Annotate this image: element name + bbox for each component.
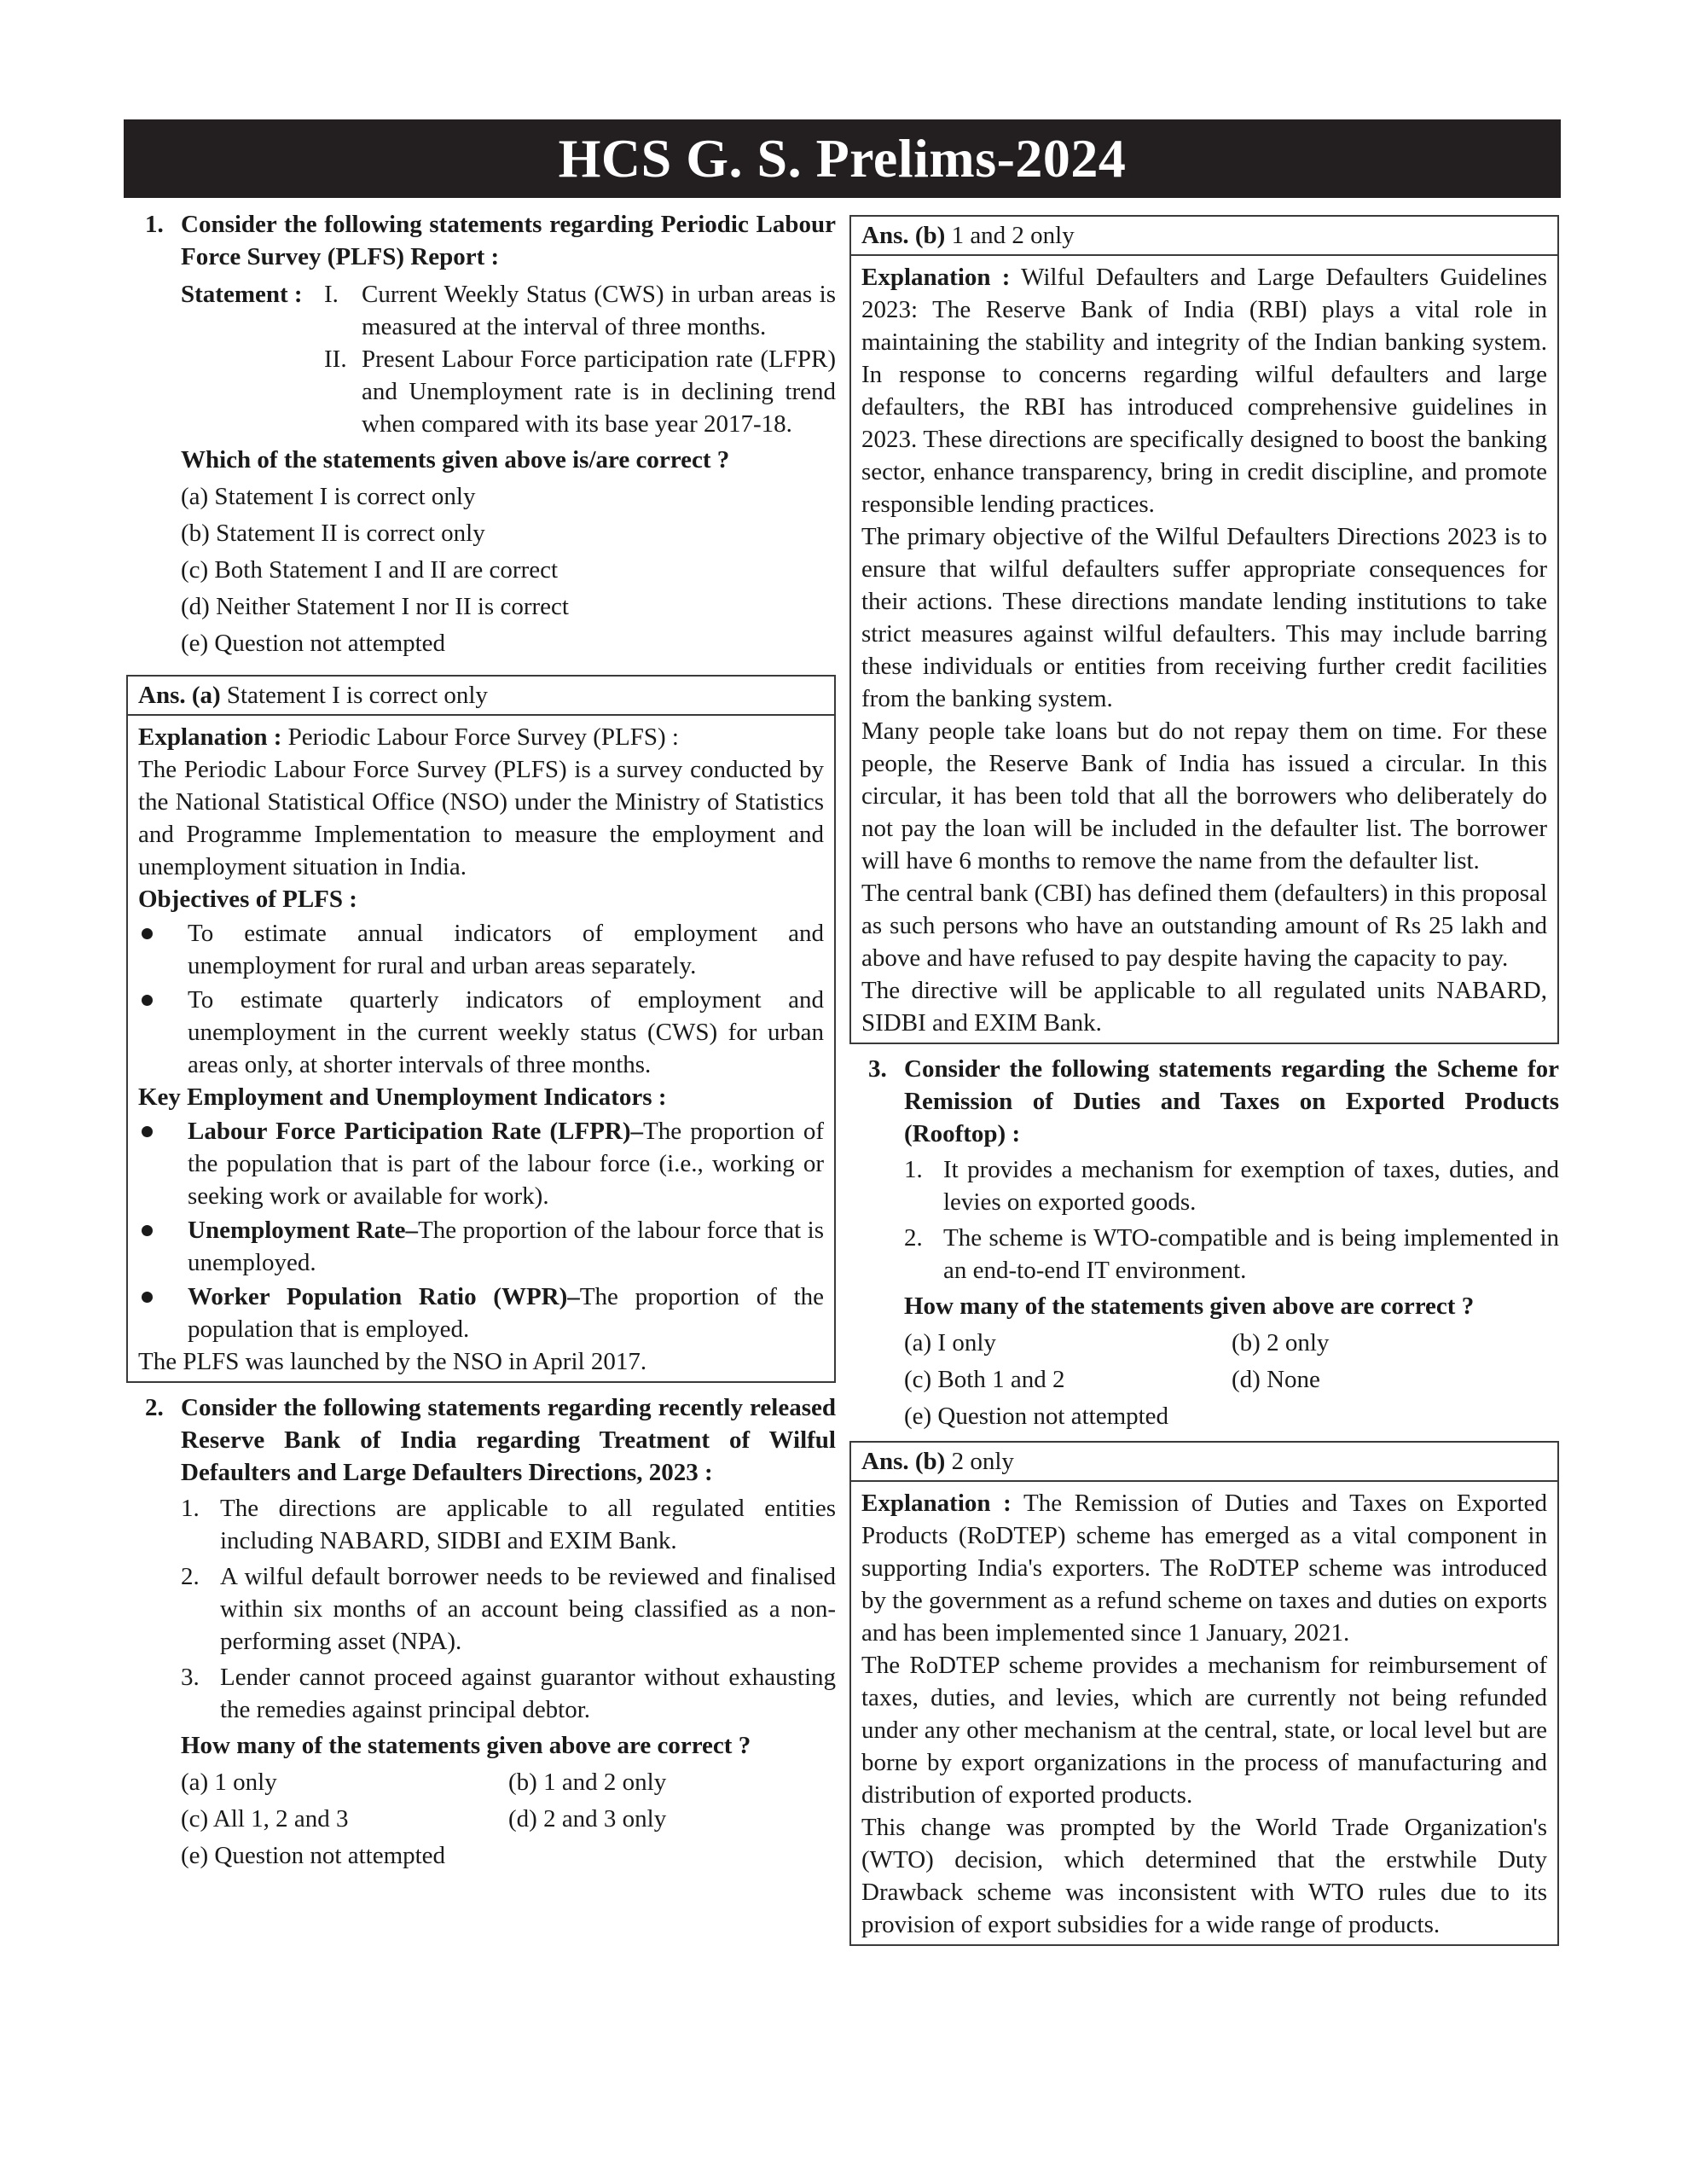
bullet-item [138, 917, 824, 982]
answer-label: Ans. (a) [138, 682, 221, 709]
q2-option-e: (e) Question not attempted [181, 1842, 446, 1869]
q1-option-e: (e) Question not attempted [181, 630, 446, 657]
q3-statement [849, 1153, 1559, 1218]
q2-statement [126, 1661, 836, 1726]
q3-option-c: (c) Both 1 and 2 [904, 1366, 1065, 1393]
q2-option-c: (c) All 1, 2 and 3 [181, 1805, 349, 1833]
statement-number: 1. [181, 1495, 200, 1522]
q2-ask: How many of the statements given above are correct ? [181, 1732, 751, 1759]
statement-number: 3. [181, 1664, 200, 1691]
q1-explanation [128, 716, 834, 1381]
explanation-label: Explanation : [861, 264, 1011, 291]
q2-option-b: (b) 1 and 2 only [508, 1769, 667, 1796]
question-1 [126, 208, 836, 273]
statement-number: II. [324, 346, 347, 373]
bullet-text [188, 1115, 824, 1212]
q3-ask: How many of the statements given above are correct ? [904, 1292, 1475, 1320]
explanation-paragraph: The directive will be applicable to all regulated units NABARD, SIDBI and EXIM Bank. [861, 977, 1547, 1037]
explanation-title: Periodic Labour Force Survey (PLFS) : [287, 723, 679, 751]
bullet-text: To estimate quarterly indicators of employment and unemployment in the current weekly status (CWS) for urban areas only, at shorter intervals of three months. [188, 986, 824, 1078]
bullet-icon [138, 1281, 188, 1345]
q2-statement [126, 1492, 836, 1557]
page-title: HCS G. S. Prelims-2024 [558, 128, 1127, 189]
q3-options-row [849, 1327, 1559, 1359]
answer-text: 1 and 2 only [951, 222, 1075, 249]
question-2-text: Consider the following statements regarding recently released Reserve Bank of India regarding Treatment of Wilful Defaulters and Large Defaulters Directions, 2023 : [181, 1394, 836, 1486]
bullet-icon [138, 1115, 188, 1212]
explanation-paragraph: The primary objective of the Wilful Defaulters Directions 2023 is to ensure that wilful defaulters suffer appropriate consequences for their actions. These directions mandate lending institutions to take strict measures against wilful defaulters. This may include barring these individuals or entities from receiving further credit facilities from the banking system. [861, 523, 1547, 712]
q3-options-row [849, 1363, 1559, 1396]
page-title-banner [124, 119, 1561, 198]
bullet-icon [138, 1214, 188, 1279]
q1-answer [128, 677, 834, 716]
explanation-label: Explanation : [861, 1490, 1012, 1517]
q1-ask: Which of the statements given above is/are correct ? [181, 446, 730, 473]
q3-option-b: (b) 2 only [1232, 1329, 1330, 1356]
statement-label: Statement : [181, 281, 303, 308]
bullet-desc: The proportion of the population that is part of the labour force (i.e., working or seeking work or available for work). [188, 1118, 825, 1210]
statement-text: The directions are applicable to all regulated entities including NABARD, SIDBI and EXIM Bank. [220, 1495, 836, 1554]
bullet-item [138, 1281, 824, 1345]
bullet-item [138, 1115, 824, 1212]
question-2 [126, 1391, 836, 1489]
bullet-desc: The proportion of the population that is employed. [188, 1283, 824, 1343]
explanation-paragraph: The central bank (CBI) has defined them (defaulters) in this proposal as such persons who have an outstanding amount of Rs 25 lakh and above and have refused to pay despite having the capacity to pay. [861, 880, 1547, 972]
question-3-text: Consider the following statements regarding the Scheme for Remission of Duties and Taxes on Exported Products (Rooftop) : [904, 1055, 1559, 1147]
bullet-term: Worker Population Ratio (WPR)– [188, 1283, 580, 1310]
explanation-paragraph: Many people take loans but do not repay them on time. For these people, the Reserve Bank of India has issued a circular. In this circular, it has been told that all the borrowers who deliberately do not pay the loan will be included in the defaulter list. The borrower will have 6 months to remove the name from the defaulter list. [861, 717, 1547, 874]
q2-option-d: (d) 2 and 3 only [508, 1805, 667, 1833]
q2-answer-box [849, 215, 1559, 1044]
q3-statement [849, 1222, 1559, 1287]
objectives-heading: Objectives of PLFS : [138, 886, 357, 913]
explanation-paragraph: The RoDTEP scheme provides a mechanism for reimbursement of taxes, duties, and levies, which are currently not being refunded under any other mechanism at the central, state, or local level but are borne by export organizations in the process of manufacturing and distribution of exported products. [861, 1652, 1547, 1809]
statement-number: I. [324, 281, 339, 308]
question-1-text: Consider the following statements regarding Periodic Labour Force Survey (PLFS) Report : [181, 211, 836, 270]
closing-text: The PLFS was launched by the NSO in April 2017. [138, 1348, 647, 1375]
q1-option-c: (c) Both Statement I and II are correct [181, 556, 559, 584]
answer-text: 2 only [951, 1448, 1014, 1475]
explanation-paragraph [861, 261, 1547, 520]
bullet-icon [138, 917, 188, 982]
q1-statement-2 [126, 343, 836, 440]
q3-option-e: (e) Question not attempted [904, 1403, 1169, 1430]
statement-text: Present Labour Force participation rate (LFPR) and Unemployment rate is in declining trend when compared with its base year 2017-18. [362, 346, 836, 438]
bullet-text [188, 1214, 824, 1279]
statement-text: Lender cannot proceed against guarantor without exhausting the remedies against principal debtor. [220, 1664, 836, 1723]
q2-option-a: (a) 1 only [181, 1769, 277, 1796]
statement-text: A wilful default borrower needs to be reviewed and finalised within six months of an account being classified as a non-performing asset (NPA). [220, 1563, 836, 1655]
q3-answer [851, 1443, 1557, 1482]
q2-options-row [126, 1766, 836, 1798]
answer-label: Ans. (b) [861, 1448, 946, 1475]
bullet-desc: The proportion of the labour force that is unemployed. [188, 1217, 824, 1276]
statement-text: Current Weekly Status (CWS) in urban areas is measured at the interval of three months. [362, 281, 836, 340]
right-column [849, 215, 1559, 1946]
explanation-paragraph: This change was prompted by the World Trade Organization's (WTO) decision, which determined that the erstwhile Duty Drawback scheme was inconsistent with WTO rules due to its provision of export subsidies for a wide range of products. [861, 1814, 1547, 1938]
statement-number: 1. [904, 1156, 923, 1183]
answer-label: Ans. (b) [861, 222, 946, 249]
q2-statement [126, 1560, 836, 1658]
indicators-heading: Key Employment and Unemployment Indicators : [138, 1083, 667, 1111]
statement-number: 2. [181, 1563, 200, 1590]
q2-explanation [851, 256, 1557, 1043]
q2-answer [851, 217, 1557, 256]
question-3-number: 3. [868, 1055, 887, 1083]
explanation-text: Wilful Defaulters and Large Defaulters Guidelines 2023: The Reserve Bank of India (RBI) plays a vital role in maintaining the stability and integrity of the Indian banking system. In response to concerns regarding wilful defaulters and large defaulters, the RBI has introduced comprehensive guidelines in 2023. These directions are specifically designed to boost the banking sector, enhance transparency, bring in credit discipline, and promote responsible lending practices. [861, 264, 1547, 518]
bullet-term: Unemployment Rate– [188, 1217, 419, 1244]
q3-option-a: (a) I only [904, 1329, 996, 1356]
question-2-number: 2. [145, 1394, 164, 1421]
q1-option-a: (a) Statement I is correct only [181, 483, 476, 510]
bullet-item [138, 1214, 824, 1279]
statement-text: The scheme is WTO-compatible and is being implemented in an end-to-end IT environment. [943, 1224, 1559, 1284]
bullet-term: Labour Force Participation Rate (LFPR)– [188, 1118, 644, 1145]
q1-statement-1 [126, 278, 836, 343]
q3-explanation [851, 1482, 1557, 1944]
q1-answer-box [126, 675, 836, 1383]
q1-option-d: (d) Neither Statement I nor II is correct [181, 593, 569, 620]
explanation-paragraph [861, 1487, 1547, 1649]
bullet-item [138, 984, 824, 1081]
answer-text: Statement I is correct only [226, 682, 488, 709]
q3-option-d: (d) None [1232, 1366, 1320, 1393]
explanation-paragraph: The Periodic Labour Force Survey (PLFS) is a survey conducted by the National Statistical Office (NSO) under the Ministry of Statistics and Programme Implementation to measure the employment and unemployment situation in India. [138, 756, 824, 880]
question-3 [849, 1053, 1559, 1150]
left-column [126, 208, 836, 1872]
explanation-label: Explanation : [138, 723, 282, 751]
q2-options-row [126, 1803, 836, 1835]
q1-option-b: (b) Statement II is correct only [181, 520, 485, 547]
statement-number: 2. [904, 1224, 923, 1252]
question-1-number: 1. [145, 211, 164, 238]
bullet-text: To estimate annual indicators of employment and unemployment for rural and urban areas separately. [188, 920, 824, 979]
explanation-text: The Remission of Duties and Taxes on Exported Products (RoDTEP) scheme has emerged as a vital component in supporting India's exporters. The RoDTEP scheme was introduced by the government as a refund scheme on taxes and duties on exports and has been implemented since 1 January, 2021. [861, 1490, 1547, 1647]
bullet-text [188, 1281, 824, 1345]
q3-answer-box [849, 1441, 1559, 1946]
statement-text: It provides a mechanism for exemption of taxes, duties, and levies on exported goods. [943, 1156, 1559, 1216]
bullet-icon [138, 984, 188, 1081]
